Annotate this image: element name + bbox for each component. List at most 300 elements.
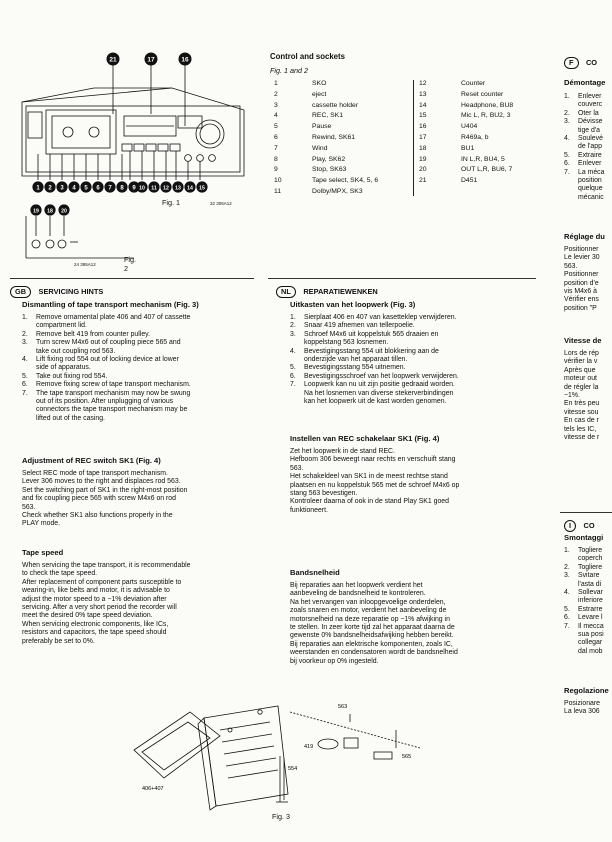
list-item [290, 364, 459, 372]
nl-speed-paragraph [290, 582, 458, 666]
nl-rule [268, 278, 536, 279]
list-item [290, 322, 459, 330]
callout-7 [104, 180, 116, 198]
control-label: OUT L,R, BU6, 7 [461, 166, 513, 174]
item-text: Svitare [578, 572, 600, 580]
list-item [564, 118, 604, 126]
item-text: tige d'a [578, 126, 601, 134]
text-line: 563. [564, 262, 578, 270]
fr-rec-paragraph [564, 246, 600, 313]
figure-1 [14, 44, 254, 215]
item-number: 5. [564, 605, 570, 613]
callout-13 [172, 180, 184, 198]
text-line: adjust the motor speed to a −1% deviation after [22, 595, 167, 603]
callout-label: 15 [199, 185, 205, 192]
controls-row [419, 91, 513, 102]
item-text: Soulevé [578, 135, 603, 143]
controls-row [419, 156, 513, 167]
fr-header [564, 52, 597, 70]
nl-dismantle-title: Uitkasten van het loopwerk (Fig. 3) [290, 300, 416, 309]
text-line: PLAY mode. [22, 520, 61, 528]
control-number: 17 [419, 133, 427, 141]
text-line: position d'e [564, 279, 599, 287]
controls-row [419, 102, 513, 113]
control-number: 4 [274, 112, 278, 120]
callout-label: 7 [108, 185, 112, 192]
text-line: plaatsen en nu koppelstuk 565 met de schroef M4x6 op [290, 481, 460, 489]
item-text: side of apparatus. [36, 364, 91, 372]
text-line: Kontroleer daarna of ook in de stand Play SK1 goed [290, 498, 449, 506]
list-item [290, 314, 459, 322]
control-number: 9 [274, 166, 278, 174]
item-text: out of its position. After unplugging of various [36, 398, 174, 406]
callout-label: 11 [151, 185, 157, 192]
control-label: Reset counter [461, 90, 504, 98]
item-text: de l'app [578, 143, 602, 151]
controls-row [274, 166, 378, 177]
controls-row [419, 145, 513, 156]
fr-speed-title: Vitesse de [564, 336, 602, 345]
item-text: onderzijde van het apparaat tillen. [304, 356, 408, 364]
item-number: 1. [564, 93, 570, 100]
text-line: Set the switching part of SK1 in the right-most position [22, 486, 188, 494]
text-line: 563. [290, 464, 304, 472]
controls-divider [413, 80, 414, 196]
text-line: to check the tape speed. [22, 570, 98, 578]
text-line: weerstanden en condensatoren wordt de bandsnelheid [290, 649, 458, 657]
fig2-caption: Fig. 2 [124, 255, 136, 273]
callout-label: 12 [163, 185, 169, 192]
item-number: 1. [564, 547, 570, 554]
fr-section-title: CO [585, 58, 598, 67]
list-item [564, 152, 604, 160]
it-rec-paragraph [564, 700, 600, 717]
list-item [22, 381, 191, 389]
callout-15 [196, 180, 208, 198]
control-label: Tape select, SK4, 5, 6 [312, 177, 379, 185]
gb-rec-title: Adjustment of REC switch SK1 (Fig. 4) [22, 456, 161, 465]
control-label: SKO [312, 80, 327, 87]
control-number: 1 [274, 80, 278, 87]
control-label: REC, SK1 [312, 112, 343, 120]
control-label: Mic L, R, BU2, 3 [461, 112, 511, 120]
it-rec-title: Regolazione [564, 686, 609, 695]
item-text: Togliere [578, 563, 603, 571]
callout-label: 13 [175, 185, 181, 192]
callout-20 [58, 203, 70, 221]
controls-row [274, 145, 378, 156]
list-item [564, 614, 604, 622]
control-label: D451 [461, 177, 478, 185]
controls-row [419, 80, 513, 91]
text-line: position "P [564, 304, 597, 312]
callout-label: 14 [187, 185, 193, 192]
controls-row [419, 166, 513, 177]
text-line: Bij reparaties aan elektrische komponenten, zoals IC, [290, 640, 453, 648]
text-line: motorsnelheid na deze reparatie op −1% afwijking in [290, 615, 450, 623]
gb-speed-paragraph [22, 562, 191, 646]
item-number: 7. [22, 389, 28, 397]
control-label: IN L,R, BU4, 5 [461, 155, 505, 163]
text-line: zoals snaren en motor, verdient het aanbeveling de [290, 607, 447, 615]
text-line: Na het vervangen van inloopgevoelige onderdelen, [290, 598, 446, 606]
controls-row [274, 123, 378, 134]
item-text: kan het loopwerk uit de kast worden genomen. [304, 398, 447, 406]
callout-label: 6 [96, 185, 100, 192]
text-line: te stellen. In zeer korte tijd zal het apparaat daarna de [290, 624, 455, 632]
control-label: Headphone, BU8 [461, 101, 514, 109]
item-text: Estrarre [578, 605, 603, 613]
callout-label: 2 [48, 185, 52, 192]
item-number: 5. [22, 372, 28, 380]
item-text: connectors the tape transport mechanism may be [36, 406, 188, 414]
controls-row [274, 134, 378, 145]
controls-row [419, 177, 513, 188]
text-line: vitesse de r [564, 434, 600, 442]
control-label: Rewind, SK61 [312, 133, 356, 141]
callout-3 [56, 180, 68, 198]
item-text: Levare l [578, 614, 603, 622]
item-number: 2. [564, 563, 570, 571]
text-line: aanbeveling de bandsnelheid te kontroleren. [290, 590, 426, 598]
callout-17 [144, 52, 158, 71]
text-line: Zet het loopwerk in de stand REC. [290, 448, 395, 455]
text-line: When servicing electronic components, like ICs, [22, 620, 169, 628]
item-number: 3. [22, 339, 28, 347]
item-text: Bevestigingsstang 554 uitnemen. [304, 364, 406, 372]
fr-dismantle-list [564, 93, 604, 202]
callout-label: 10 [139, 185, 145, 192]
item-text: Il mecca [578, 622, 604, 630]
list-item [564, 547, 604, 555]
controls-row [274, 91, 378, 102]
list-item [22, 373, 191, 381]
list-item [564, 93, 604, 101]
control-label: cassette holder [312, 101, 359, 109]
list-item [22, 390, 191, 398]
text-line: Après que [564, 366, 596, 374]
control-number: 20 [419, 166, 427, 174]
figure-2 [20, 200, 140, 274]
item-text: Lift fixing rod 554 out of locking device at lower [36, 356, 179, 364]
list-item [290, 331, 459, 339]
gb-header [10, 281, 103, 299]
callout-18 [44, 203, 56, 221]
fig1-ref: 32 306A12 [210, 201, 232, 206]
item-number: 2. [22, 330, 28, 338]
gb-dismantle-title: Dismantling of tape transport mechanism (Fig. 3) [22, 300, 199, 309]
item-text: inferiore [578, 597, 603, 605]
item-text: Enlever [578, 93, 602, 100]
text-line: Lors de rép [564, 350, 599, 357]
control-label: Counter [461, 80, 486, 87]
text-line: When servicing the tape transport, it is recommendable [22, 562, 191, 569]
text-line: En très peu [564, 400, 600, 408]
list-item [564, 623, 604, 631]
text-line: Posizionare [564, 700, 601, 707]
callout-label: 1 [36, 185, 40, 192]
fr-rec-title: Réglage du [564, 232, 605, 241]
text-line: Hefboom 306 beweegt naar rechts en verschuift stang [290, 456, 456, 464]
list-item [564, 135, 604, 143]
gb-rule [10, 278, 254, 279]
it-section-title: CO [583, 521, 595, 530]
control-label: Stop, SK63 [312, 166, 347, 174]
control-number: 5 [274, 123, 278, 131]
item-text: sua posi [578, 631, 604, 639]
item-text: Remove ornamental plate 406 and 407 of cassette [36, 314, 191, 321]
nl-rec-paragraph [290, 448, 459, 515]
item-text: position [578, 177, 602, 185]
control-number: 21 [419, 177, 427, 185]
item-number: 7. [564, 622, 570, 630]
item-text: Oter la [578, 109, 599, 117]
callout-label: 21 [109, 56, 117, 64]
callout-label: 9 [132, 185, 136, 192]
list-item [290, 373, 459, 381]
item-text: collegar [578, 639, 603, 647]
it-dismantle-title: Smontaggi [564, 533, 604, 542]
list-item [22, 314, 191, 322]
fr-speed-paragraph [564, 350, 599, 442]
controls-row [274, 112, 378, 123]
text-line: −1%. [564, 392, 580, 400]
callout-19 [30, 203, 42, 221]
text-line: funktioneert. [290, 506, 328, 514]
item-text: Dévisse [578, 118, 603, 126]
text-line: En cas de r [564, 417, 599, 425]
item-text: Sollevar [578, 589, 603, 597]
text-line: After replacement of component parts susceptible to [22, 578, 182, 586]
controls-title: Control and sockets [270, 52, 345, 61]
control-number: 19 [419, 155, 427, 163]
control-label: Dolby/MPX, SK3 [312, 187, 363, 195]
gb-speed-title: Tape speed [22, 548, 64, 557]
item-number: 4. [564, 135, 570, 143]
controls-table-left [274, 80, 378, 199]
item-text: Loopwerk kan nu uit zijn positie gedraaid worden. [304, 381, 455, 389]
callout-label: 4 [72, 185, 76, 192]
item-text: Sierplaat 406 en 407 van kasetteklep verwijderen. [304, 314, 457, 321]
item-number: 4. [290, 347, 296, 355]
fig3-drawing [120, 700, 450, 820]
text-line: de régler la [564, 383, 599, 391]
text-line: meet the desired 0% tape speed deviation. [22, 612, 153, 620]
figure-3 [120, 700, 450, 820]
gb-dismantle-list [22, 314, 191, 423]
item-number: 6. [22, 381, 28, 389]
callout-8 [116, 180, 128, 198]
item-text: koppelstang 563 losnemen. [304, 339, 389, 347]
gb-section-title: SERVICING HINTS [38, 287, 104, 296]
control-label: U404 [461, 123, 478, 131]
item-number: 5. [564, 151, 570, 159]
callout-1 [32, 180, 44, 198]
item-text: Na het losnemen van diverse stekerverbindingen [304, 389, 454, 397]
callout-label: 8 [120, 185, 124, 192]
control-number: 11 [274, 187, 282, 195]
control-number: 14 [419, 101, 427, 109]
text-line: Lever 306 moves to the right and displaces rod 563. [22, 478, 181, 486]
callout-label: 5 [84, 185, 88, 192]
control-number: 8 [274, 155, 278, 163]
callout-label: 3 [60, 185, 64, 192]
callout-14 [184, 180, 196, 198]
list-item [564, 110, 604, 118]
item-text: mécanic [578, 193, 604, 201]
control-label: Play, SK62 [312, 155, 346, 163]
controls-row [274, 156, 378, 167]
control-label: Pause [312, 123, 332, 131]
list-item [22, 331, 191, 339]
gb-language-badge: GB [10, 286, 31, 298]
text-line: Check whether SK1 also functions properly in the [22, 512, 173, 520]
nl-dismantle-list [290, 314, 459, 406]
callout-10 [136, 180, 148, 198]
text-line: Positionner [564, 246, 599, 253]
control-label: Wind [312, 144, 328, 152]
controls-subtitle: Fig. 1 and 2 [270, 66, 308, 75]
controls-row [274, 80, 378, 91]
item-text: Turn screw M4x6 out of coupling piece 565 and [36, 339, 181, 347]
item-text: Bevestigingsschroef van het loopwerk verwijderen. [304, 372, 459, 380]
item-number: 6. [290, 372, 296, 380]
controls-row [274, 177, 378, 188]
control-number: 12 [419, 80, 427, 87]
control-number: 6 [274, 133, 278, 141]
item-number: 3. [290, 330, 296, 338]
control-number: 10 [274, 177, 282, 185]
callout-label: 16 [181, 56, 189, 64]
control-label: R469a, b [461, 133, 489, 141]
item-text: Enlever [578, 160, 602, 168]
fig3-label-554: 554 [288, 766, 298, 772]
text-line: Het schakeldeel van SK1 in de meest rechtse stand [290, 473, 448, 481]
it-header [564, 515, 595, 533]
callout-label: 18 [47, 208, 53, 215]
item-text: Togliere [578, 547, 603, 554]
item-text: quelque [578, 185, 603, 193]
text-line: Le levier 30 [564, 254, 600, 262]
item-text: Bevestigingsstang 554 uit blokkering aan de [304, 347, 439, 355]
item-text: Take out fixing rod 554. [36, 372, 108, 380]
fig3-label-419: 419 [304, 744, 314, 750]
list-item [564, 572, 604, 580]
fig3-caption: Fig. 3 [272, 812, 290, 821]
fig3-label-563: 563 [338, 704, 348, 710]
control-number: 18 [419, 144, 427, 152]
text-line: resistors and capacitors, the tape speed should [22, 629, 167, 637]
fig3-label-406-407: 406+407 [142, 786, 164, 792]
item-number: 1. [290, 314, 296, 321]
callout-12 [160, 180, 172, 198]
it-language-badge: I [564, 520, 576, 532]
item-text: dal mob [578, 647, 603, 655]
nl-speed-title: Bandsnelheid [290, 568, 340, 577]
list-item [564, 589, 604, 597]
item-number: 7. [564, 168, 570, 176]
item-number: 4. [564, 589, 570, 597]
list-item [22, 339, 191, 347]
nl-header [276, 281, 378, 299]
text-line: and fix coupling piece 565 with screw M4x6 on rod [22, 495, 176, 503]
text-line: Vérifier ens [564, 296, 599, 304]
item-number: 3. [564, 118, 570, 126]
text-line: Bij reparaties aan het loopwerk verdient het [290, 582, 423, 589]
item-number: 1. [22, 314, 28, 321]
text-line: bij voorkeur op 0% ingesteld. [290, 657, 379, 665]
list-item [564, 606, 604, 614]
item-number: 2. [564, 109, 570, 117]
callout-5 [80, 180, 92, 198]
controls-table-right [419, 80, 513, 188]
controls-row [419, 123, 513, 134]
fr-dismantle-title: Démontage [564, 78, 606, 87]
callout-2 [44, 180, 56, 198]
text-line: preferably be set to 0%. [22, 637, 95, 645]
item-number: 4. [22, 356, 28, 364]
item-text: Extraire [578, 151, 602, 159]
it-dismantle-list [564, 547, 604, 656]
item-number: 3. [564, 572, 570, 580]
text-line: Positionner [564, 271, 599, 279]
nl-section-title: REPARATIEWENKEN [303, 287, 378, 296]
fig2-ref: 24 395A12 [74, 262, 96, 267]
nl-language-badge: NL [276, 286, 296, 298]
control-label: eject [312, 90, 327, 98]
item-text: Remove fixing screw of tape transport mechanism. [36, 381, 191, 389]
item-text: Remove belt 419 from counter pulley. [36, 330, 151, 338]
fig3-label-565: 565 [402, 754, 412, 760]
item-text: The tape transport mechanism may now be swung [36, 389, 191, 397]
list-item [290, 381, 459, 389]
text-line: moteur out [564, 375, 597, 383]
item-number: 5. [290, 364, 296, 372]
callout-6 [92, 180, 104, 198]
controls-row [274, 188, 378, 199]
item-text: l'asta di [578, 580, 602, 588]
callout-label: 19 [33, 208, 39, 215]
item-text: lifted out of the casing. [36, 414, 105, 422]
text-line: stang 563 bevestigen. [290, 490, 358, 498]
text-line: servicing. After a very short period the recorder will [22, 604, 177, 612]
item-number: 2. [290, 322, 296, 330]
text-line: wearing-in, like belts and motor, it is advisable to [22, 587, 170, 595]
control-label: BU1 [461, 144, 475, 152]
control-number: 15 [419, 112, 427, 120]
fr-language-badge: F [564, 57, 579, 69]
list-item [22, 356, 191, 364]
item-text: La méca [578, 168, 605, 176]
text-line: La leva 306 [564, 708, 600, 716]
it-rule [560, 512, 612, 513]
text-line: vitesse sou [564, 408, 599, 416]
callout-label: 17 [147, 56, 155, 64]
controls-row [419, 112, 513, 123]
controls-row [419, 134, 513, 145]
item-text: Snaar 419 afnemen van tellerpoelie. [304, 322, 415, 330]
text-line: gewenste 0% bandsnelheidsafwijking hebben bereikt. [290, 632, 454, 640]
item-number: 6. [564, 614, 570, 622]
callout-4 [68, 180, 80, 198]
item-text: Schroef M4x6 uit koppelstuk 565 draaien en [304, 330, 439, 338]
item-number: 7. [290, 381, 296, 389]
fig1-caption: Fig. 1 [162, 198, 180, 207]
callout-label: 20 [61, 208, 67, 215]
item-text: couverc [578, 101, 603, 109]
list-item [290, 348, 459, 356]
controls-row [274, 102, 378, 113]
